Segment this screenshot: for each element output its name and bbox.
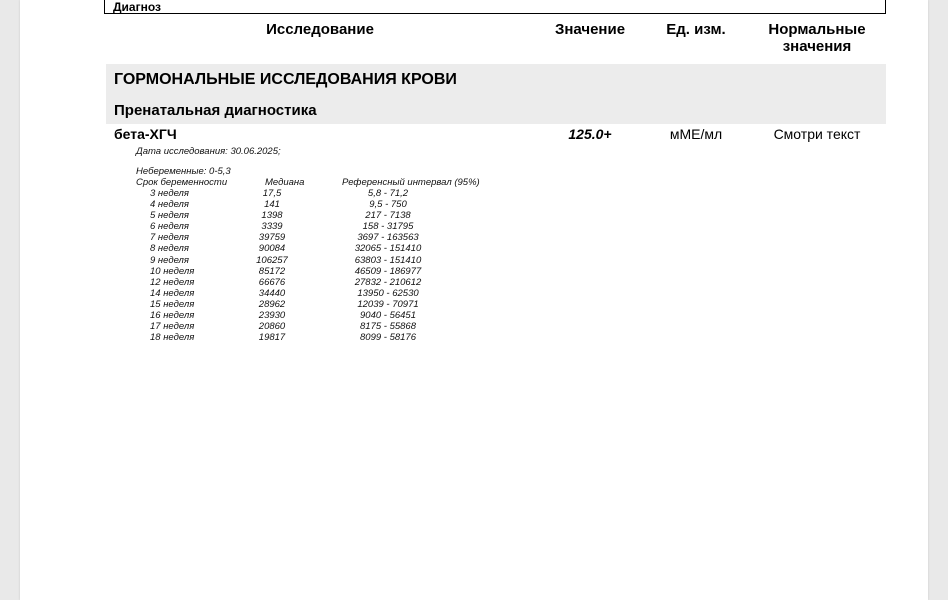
reference-week: 6 неделя — [150, 221, 189, 233]
reference-interval: 158 - 31795 — [362, 221, 414, 233]
reference-interval: 32065 - 151410 — [354, 243, 422, 255]
column-header-unit: Ед. изм. — [666, 21, 726, 38]
reference-median: 106257 — [256, 254, 288, 266]
subsection-title: Пренатальная диагностика — [114, 102, 317, 119]
reference-interval: 217 - 7138 — [365, 210, 411, 222]
reference-week: 12 неделя — [150, 276, 195, 288]
result-norm: Смотри текст — [773, 126, 861, 142]
reference-week: 10 неделя — [150, 265, 195, 277]
study-date: Дата исследования: 30.06.2025; — [136, 146, 281, 157]
reference-median: 34440 — [258, 287, 286, 299]
reference-median: 66676 — [258, 276, 286, 288]
reference-interval: 8175 - 55868 — [360, 321, 416, 333]
reference-median: 20860 — [258, 321, 286, 333]
reference-interval: 46509 - 186977 — [354, 265, 422, 277]
reference-col-median: Медиана — [265, 177, 305, 188]
reference-interval: 12039 - 70971 — [357, 298, 419, 310]
diagnosis-box — [104, 0, 886, 14]
reference-col-interval: Референсный интервал (95%) — [342, 177, 480, 188]
non-pregnant-range: Небеременные: 0-5,3 — [136, 166, 231, 177]
reference-week: 4 неделя — [150, 199, 189, 211]
reference-interval: 27832 - 210612 — [354, 276, 422, 288]
column-header-value: Значение — [554, 21, 626, 38]
reference-median: 19817 — [258, 332, 286, 344]
section-title: ГОРМОНАЛЬНЫЕ ИССЛЕДОВАНИЯ КРОВИ — [114, 71, 457, 88]
result-test-name: бета-ХГЧ — [114, 126, 177, 142]
reference-interval: 63803 - 151410 — [354, 254, 422, 266]
reference-interval: 8099 - 58176 — [360, 332, 416, 344]
reference-week: 14 неделя — [150, 287, 195, 299]
diagnosis-label: Диагноз — [113, 0, 161, 14]
document-page — [20, 0, 928, 600]
reference-week: 17 неделя — [150, 321, 195, 333]
reference-week: 7 неделя — [150, 232, 189, 244]
reference-week: 15 неделя — [150, 298, 195, 310]
reference-median: 3339 — [261, 221, 283, 233]
reference-week: 9 неделя — [150, 254, 189, 266]
reference-week: 16 неделя — [150, 310, 195, 322]
section-band — [106, 64, 886, 124]
reference-col-term: Срок беременности — [136, 177, 228, 188]
reference-median: 23930 — [258, 310, 286, 322]
reference-interval: 9,5 - 750 — [369, 199, 407, 211]
reference-week: 18 неделя — [150, 332, 195, 344]
reference-median: 1398 — [261, 210, 283, 222]
reference-median: 28962 — [258, 298, 286, 310]
column-header-norm-line2: значения — [782, 38, 852, 55]
result-unit: мМЕ/мл — [669, 126, 723, 142]
reference-interval: 9040 - 56451 — [360, 310, 416, 322]
reference-median: 90084 — [258, 243, 286, 255]
reference-interval: 5,8 - 71,2 — [367, 188, 409, 199]
column-header-norm — [750, 21, 884, 55]
result-value: 125.0+ — [568, 126, 612, 142]
reference-median: 39759 — [258, 232, 286, 244]
reference-interval: 3697 - 163563 — [357, 232, 419, 244]
reference-week: 5 неделя — [150, 210, 189, 222]
reference-median: 17,5 — [262, 188, 282, 199]
reference-week: 8 неделя — [150, 243, 189, 255]
reference-median: 141 — [264, 199, 280, 211]
reference-median: 85172 — [258, 265, 286, 277]
column-header-study: Исследование — [266, 21, 374, 38]
column-header-norm-line1: Нормальные — [768, 21, 866, 38]
reference-interval: 13950 - 62530 — [357, 287, 419, 299]
reference-week: 3 неделя — [150, 188, 189, 199]
